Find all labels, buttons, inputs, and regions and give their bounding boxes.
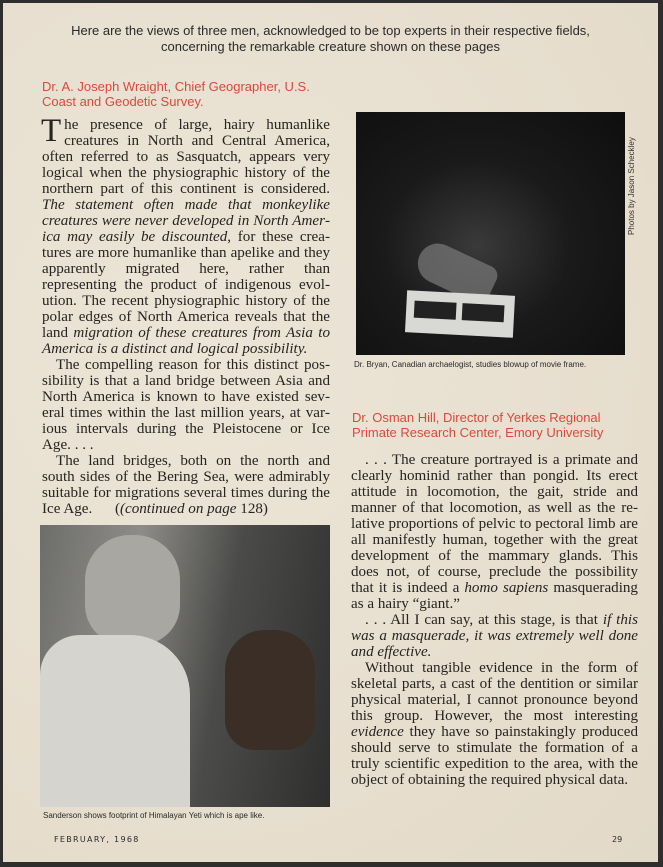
- film-blowup-print: [405, 290, 515, 338]
- wraight-article: [41, 113, 330, 517]
- heading-line: Dr. A. Joseph Wraight, Chief Geographer, U.S.: [42, 79, 310, 94]
- text: he presence of large, hairy humanlike creatures in North and Central America, often referred to as Sasquatch, appears very logical when the physiographic history of the northern part of this continent is considered.: [42, 117, 330, 197]
- heading-line: Coast and Geodetic Survey.: [42, 94, 204, 109]
- paragraph: [351, 660, 638, 788]
- head-figure: [85, 535, 180, 645]
- intro-text: [18, 23, 643, 55]
- italic-text: homo sapiens: [464, 580, 549, 596]
- text: they have so painstakingly produced should serve to stimulate the formation of a truly scientific expedition to the area, with the object of obtaining the required physical data.: [351, 724, 638, 788]
- text: . . . The creature portrayed is a primate and clearly hominid rather than pongid. Its erect attitude in locomotion, the gait, stride and manner of that locomotion, as well as the relative proportions of pelvic to pectoral limb are all manifestly human, together with the great development of the mammary glands. This does not, of course, preclude the possibility that it is indeed a: [351, 452, 638, 596]
- text: The land bridges, both on the north and south sides of the Bering Sea, were admirably suitable for migrations several times during the Ice Age.: [42, 453, 330, 517]
- page-number: 29: [612, 835, 623, 844]
- hill-heading: [352, 410, 641, 440]
- text: . . . All I can say, at this stage, is that: [365, 612, 603, 628]
- text: Without tangible evidence in the form of skeletal parts, a cast of the dentition or similar physical material, I cannot pronounce beyond this group. However, the most interesting: [351, 660, 638, 724]
- continued-link: (continued on page: [119, 501, 237, 517]
- magazine-page: [3, 3, 658, 862]
- paragraph: The compelling reason for this distinct possibility is that a land bridge between Asia and North America is known to have existed several times within the last million years, at various intervals during the Pleistocene or Ice Age. . . .: [42, 357, 330, 453]
- photo-caption: Sanderson shows footprint of Himalayan Yeti which is ape like.: [43, 811, 265, 820]
- paragraph: [351, 612, 638, 660]
- italic-text: if this was a masquerade, it was extremely well done and effective.: [351, 612, 638, 660]
- wraight-heading: [42, 79, 330, 109]
- issue-date: FEBRUARY, 1968: [54, 835, 140, 844]
- footprint-cast: [225, 630, 315, 750]
- right-column: [351, 112, 641, 824]
- drop-cap: T: [41, 113, 62, 149]
- italic-text: evidence: [351, 724, 404, 740]
- photo-credit: Photos by Jason Scheckley: [627, 137, 636, 235]
- italic-text: migration of these creatures from Asia to America is a distinct and logical possibility.: [42, 325, 330, 357]
- paragraph: The land bridges, both on the north and south sides of the Bering Sea, were admirably suitable for migrations several times during the Ice Age. ((continued on page 128): [42, 453, 330, 517]
- text: , for these creatures are more humanlike than apelike and they apparently migrated here, rather than representing the product of indigenous evolution. The recent physiographic history of the polar edges of North America reveals that the land: [42, 229, 330, 341]
- paragraph: [351, 452, 638, 612]
- italic-text: The statement often made that monkeylike creatures were never developed in North America may easily be discounted: [42, 197, 330, 245]
- text: masquerading as a hairy “giant.”: [351, 580, 638, 612]
- intro-line: concerning the remarkable creature shown on these pages: [161, 39, 500, 54]
- text: 128): [236, 501, 268, 517]
- shirt-figure: [40, 635, 190, 807]
- heading-line: Dr. Osman Hill, Director of Yerkes Regional: [352, 410, 601, 425]
- intro-line: Here are the views of three men, acknowledged to be top experts in their respective fields,: [71, 23, 590, 38]
- paragraph: [41, 113, 330, 357]
- photo-dr-bryan: [356, 112, 625, 355]
- photo-sanderson: [40, 525, 330, 807]
- left-column: [40, 79, 330, 821]
- photo-caption: Dr. Bryan, Canadian archaelogist, studies blowup of movie frame.: [354, 360, 587, 369]
- hill-article: [351, 452, 638, 788]
- heading-line: Primate Research Center, Emory University: [352, 425, 604, 440]
